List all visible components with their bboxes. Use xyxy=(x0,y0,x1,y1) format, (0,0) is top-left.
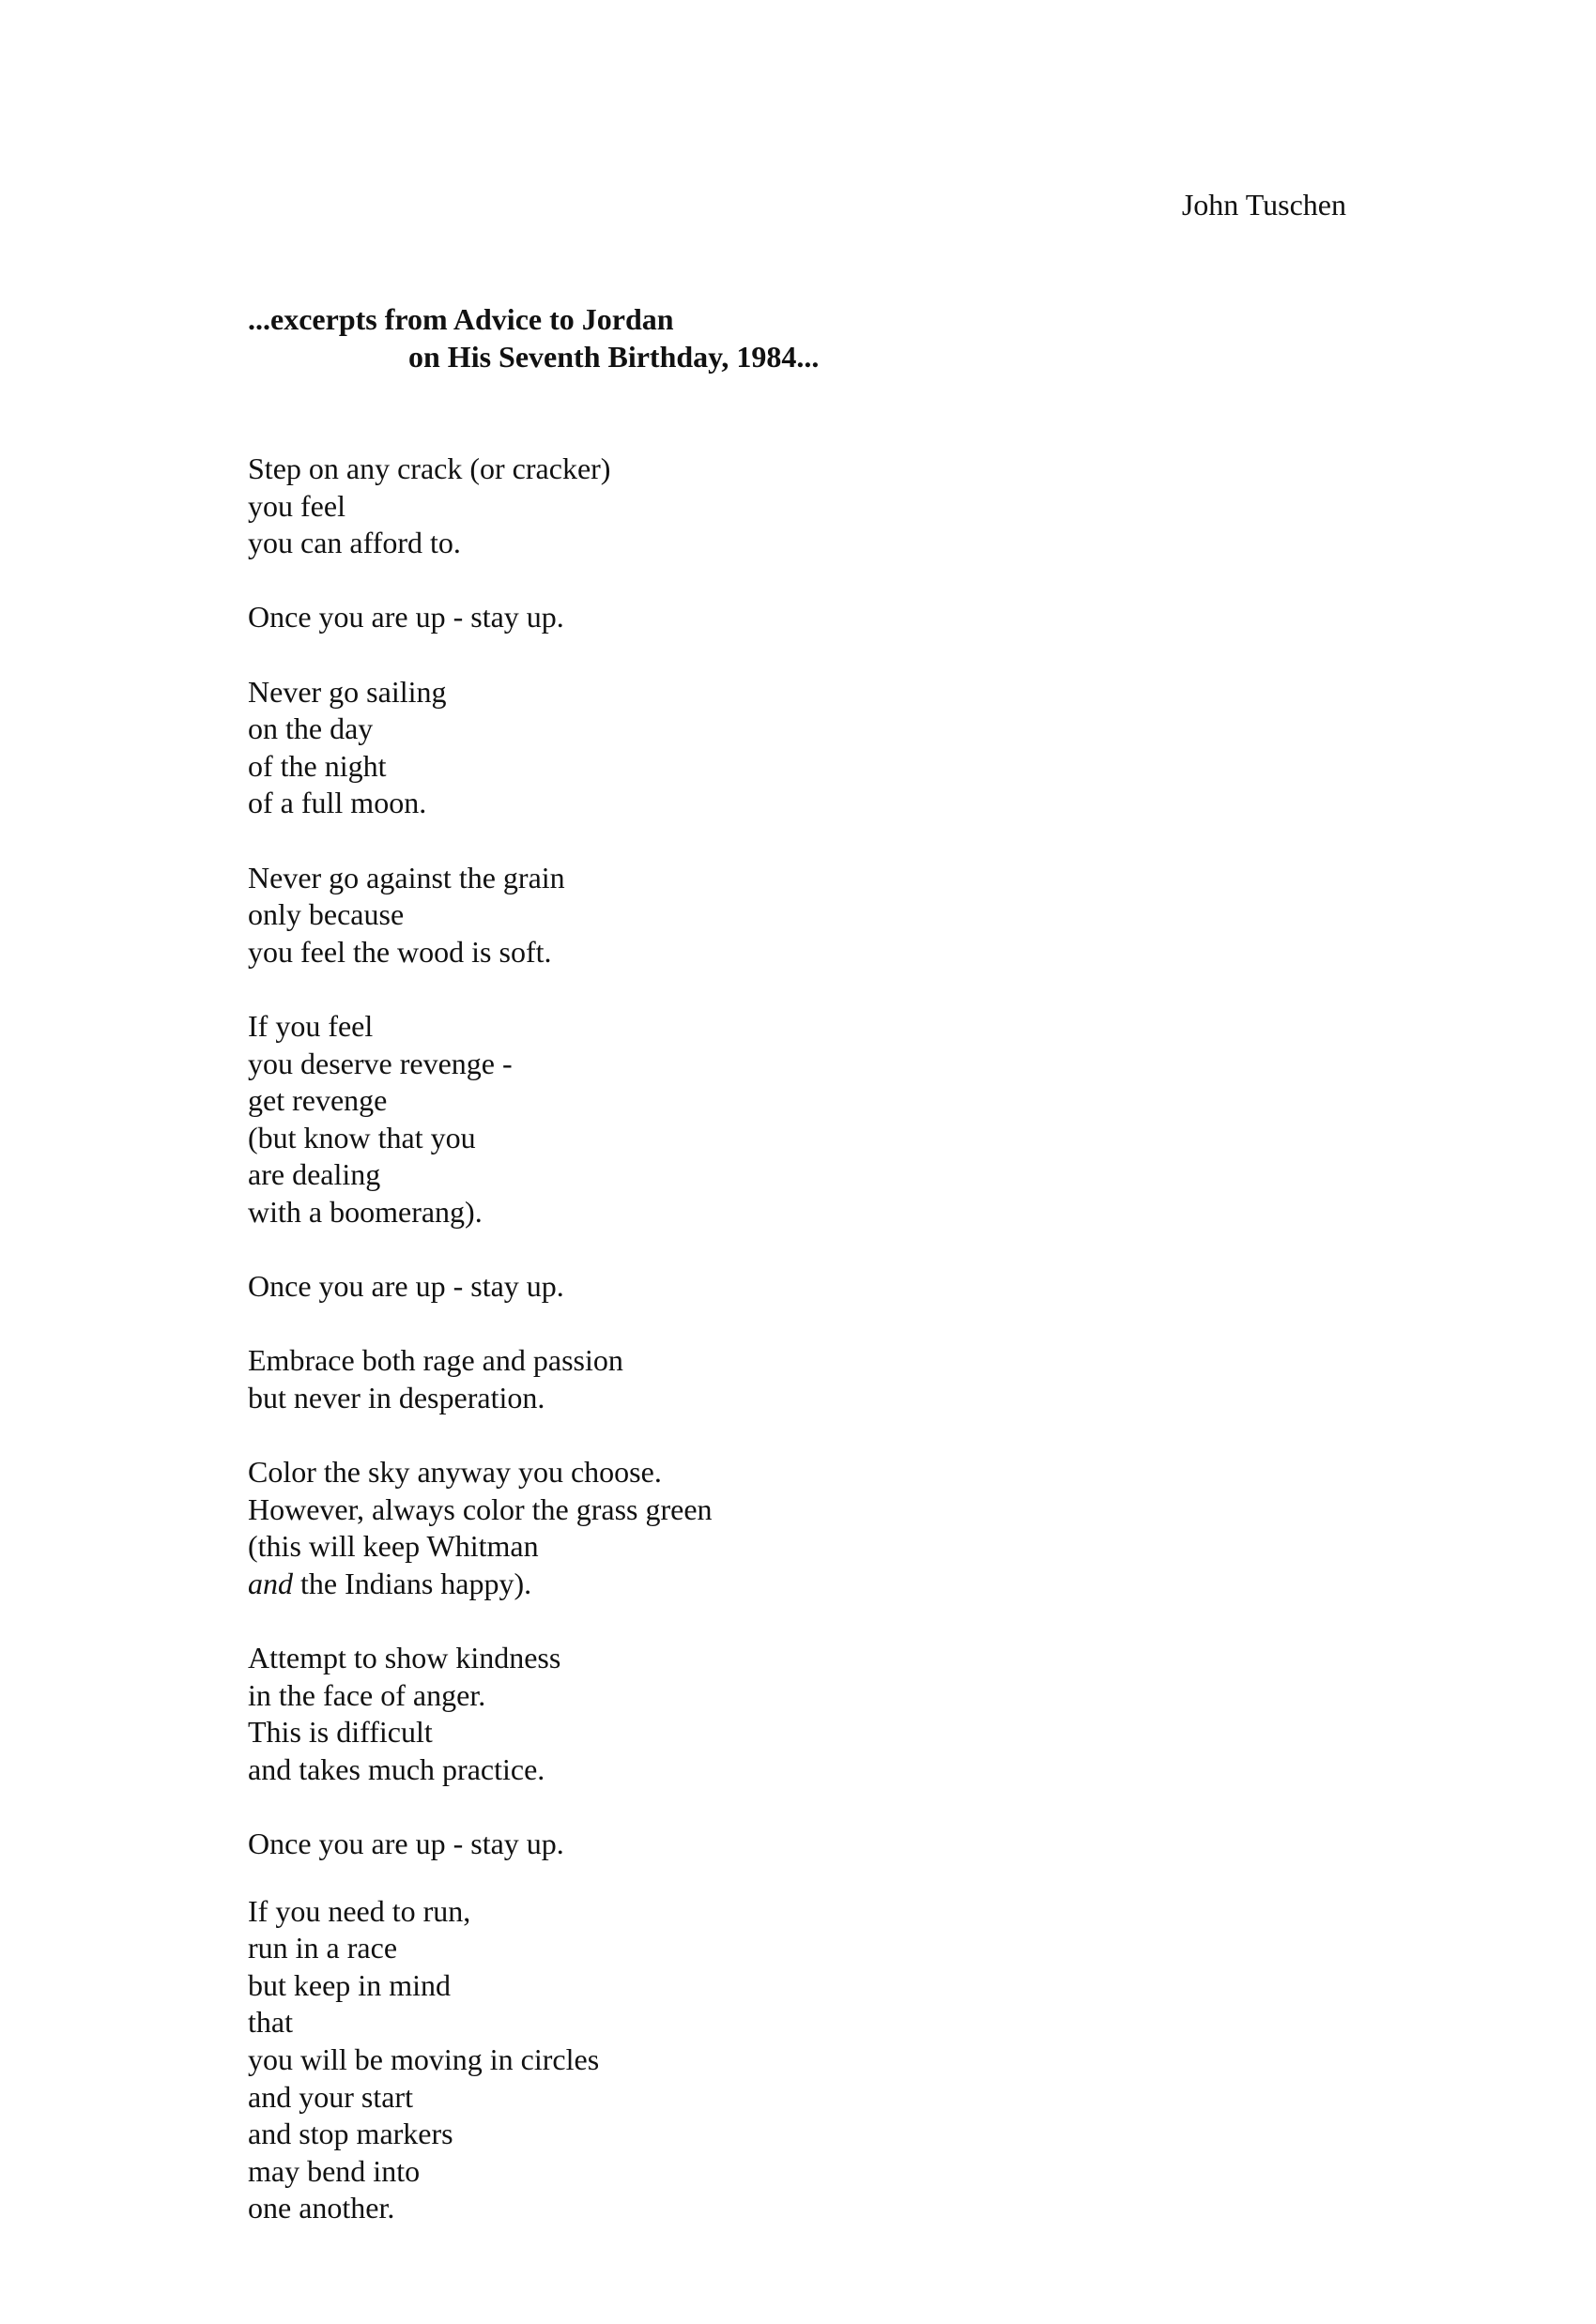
poem-line: one another. xyxy=(248,2191,395,2225)
stanza xyxy=(248,860,713,971)
poem-line: and your start xyxy=(248,2079,413,2114)
stanza xyxy=(248,1640,713,1788)
stanza xyxy=(248,599,713,636)
poem-title xyxy=(248,300,819,375)
poem-line: and takes much practice. xyxy=(248,1751,545,1786)
poem-line: with a boomerang). xyxy=(248,1194,483,1229)
poem-line: get revenge xyxy=(248,1083,388,1118)
poem-line: and stop markers xyxy=(248,2117,453,2151)
poem-line: that xyxy=(248,2005,293,2040)
poem-line: in the face of anger. xyxy=(248,1677,486,1712)
poem-line: you deserve revenge - xyxy=(248,1046,513,1080)
poem-line: However, always color the grass green xyxy=(248,1491,713,1526)
poem-line: you can afford to. xyxy=(248,526,461,560)
poem-line: Embrace both rage and passion xyxy=(248,1343,623,1378)
poem-line: Color the sky anyway you choose. xyxy=(248,1455,662,1490)
poem-line: (this will keep Whitman xyxy=(248,1529,539,1564)
stanza xyxy=(248,1008,713,1231)
poem-line: but keep in mind xyxy=(248,1967,451,2002)
title-line-1: ...excerpts from Advice to Jordan xyxy=(248,302,674,336)
poem-line: Once you are up - stay up. xyxy=(248,600,564,635)
poem-line: may bend into xyxy=(248,2153,421,2188)
poem-line: Never go sailing xyxy=(248,674,447,709)
poem-line: Once you are up - stay up. xyxy=(248,1269,564,1304)
poem-line: you feel xyxy=(248,488,345,523)
title-line-2: on His Seventh Birthday, 1984... xyxy=(408,340,820,374)
author-name: John Tuschen xyxy=(1181,188,1346,222)
italic-word: and xyxy=(248,1566,293,1600)
stanza xyxy=(248,1454,713,1602)
stanza xyxy=(248,1826,713,1863)
poem-line: Attempt to show kindness xyxy=(248,1641,561,1674)
poem-line: on the day xyxy=(248,711,374,746)
stanza xyxy=(248,1268,713,1306)
stanza xyxy=(248,1893,713,2227)
poem-line: run in a race xyxy=(248,1931,398,1965)
poem-line: you feel the wood is soft. xyxy=(248,934,552,969)
poem-line: but never in desperation. xyxy=(248,1380,545,1414)
poem-line: of a full moon. xyxy=(248,786,427,820)
stanza xyxy=(248,674,713,822)
poem-line: are dealing xyxy=(248,1157,381,1192)
poem-line: you will be moving in circles xyxy=(248,2041,600,2076)
poem-line: This is difficult xyxy=(248,1715,433,1750)
poem-body xyxy=(248,451,713,2265)
poem-line xyxy=(248,1566,713,1603)
poem-line: If you need to run, xyxy=(248,1893,471,1928)
stanza xyxy=(248,451,713,562)
line-text: the Indians happy). xyxy=(293,1566,532,1600)
poem-line: only because xyxy=(248,897,405,932)
poem-line: Never go against the grain xyxy=(248,860,565,894)
poem-line: of the night xyxy=(248,748,387,783)
stanza xyxy=(248,1342,713,1416)
poem-line: (but know that you xyxy=(248,1120,476,1154)
poem-line: If you feel xyxy=(248,1008,374,1043)
poem-line: Step on any crack (or cracker) xyxy=(248,451,611,485)
poem-line: Once you are up - stay up. xyxy=(248,1826,564,1860)
